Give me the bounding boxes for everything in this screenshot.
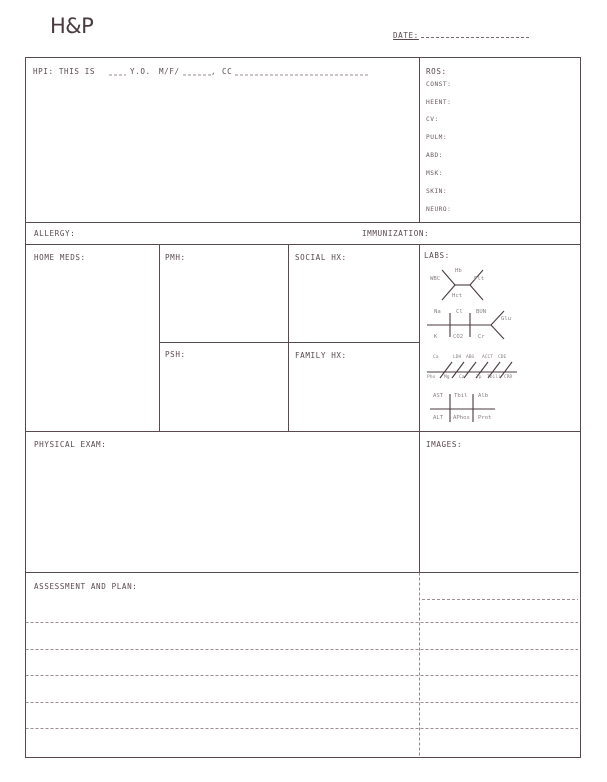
family-hx-label[interactable]: FAMILY HX: xyxy=(295,351,347,360)
lab-extra-bottom-6: CRR xyxy=(504,375,513,380)
hpi-label[interactable]: HPI: THIS IS xyxy=(33,67,96,76)
lab-hb: Hb xyxy=(455,268,462,274)
ros-item-neuro[interactable]: NEURO: xyxy=(426,206,452,213)
ros-item-skin[interactable]: SKIN: xyxy=(426,188,448,195)
lab-wbc: WBC xyxy=(430,276,441,282)
ros-item-msk[interactable]: MSK: xyxy=(426,170,443,177)
lab-extra-top-3: ABG xyxy=(466,355,475,360)
lab-extra-top-5: CDE xyxy=(498,355,507,360)
labs-title: LABS: xyxy=(424,251,450,260)
ros-item-cv[interactable]: CV: xyxy=(426,116,439,123)
psh-label[interactable]: PSH: xyxy=(165,350,186,359)
lab-alt: ALT xyxy=(433,415,444,421)
lab-hct: Hct xyxy=(452,293,463,299)
pmh-label[interactable]: PMH: xyxy=(165,253,186,262)
lab-glu: Glu xyxy=(501,316,512,322)
lab-cr: Cr xyxy=(478,334,485,340)
ros-item-const[interactable]: CONST: xyxy=(426,81,452,88)
lab-co2: CO2 xyxy=(453,334,464,340)
lab-alb: Alb xyxy=(478,393,489,399)
lab-extra-top-4: ACCT xyxy=(482,355,494,360)
ros-item-abd[interactable]: ABD: xyxy=(426,152,443,159)
lab-bun: BUN xyxy=(476,309,487,315)
lab-na: Na xyxy=(434,309,441,315)
labs-diagrams xyxy=(427,270,517,422)
immunization-label[interactable]: IMMUNIZATION: xyxy=(362,229,430,238)
lab-extra-bottom-1: Pho xyxy=(427,375,436,380)
lab-cl: Cl xyxy=(456,309,463,315)
page-title: H&P xyxy=(50,14,94,38)
lab-extra-bottom-5: Tbili xyxy=(487,375,501,380)
hpi-cc-label: CC xyxy=(222,67,233,76)
assessment-label[interactable]: ASSESSMENT AND PLAN: xyxy=(34,582,138,591)
date-label: DATE: xyxy=(393,31,419,40)
lab-extra-top-1: Ca xyxy=(433,355,439,360)
social-hx-label[interactable]: SOCIAL HX: xyxy=(295,253,347,262)
hpi-sex-label: M/F/ xyxy=(159,67,180,76)
lab-plt: Plt xyxy=(474,276,485,282)
lab-extra-top-2: LDH xyxy=(453,355,462,360)
hpi-yo-label: Y.O. xyxy=(130,67,151,76)
lab-aphos: APhos xyxy=(453,415,470,421)
ros-item-pulm[interactable]: PULM: xyxy=(426,134,448,141)
lab-extra-bottom-2: Mg xyxy=(444,375,450,380)
lab-extra-bottom-4: Tp xyxy=(476,375,482,380)
allergy-label[interactable]: ALLERGY: xyxy=(34,229,76,238)
lab-tbil: Tbil xyxy=(454,393,468,399)
lab-extra-bottom-3: Ca xyxy=(459,375,465,380)
images-label[interactable]: IMAGES: xyxy=(426,440,463,449)
outer-border xyxy=(26,58,581,758)
lab-ast: AST xyxy=(433,393,444,399)
home-meds-label[interactable]: HOME MEDS: xyxy=(34,253,86,262)
physical-exam-label[interactable]: PHYSICAL EXAM: xyxy=(34,440,107,449)
ros-item-heent[interactable]: HEENT: xyxy=(426,99,452,106)
lab-prot: Prot xyxy=(478,415,492,421)
ros-title: ROS: xyxy=(426,67,447,76)
lab-k: K xyxy=(434,334,438,340)
